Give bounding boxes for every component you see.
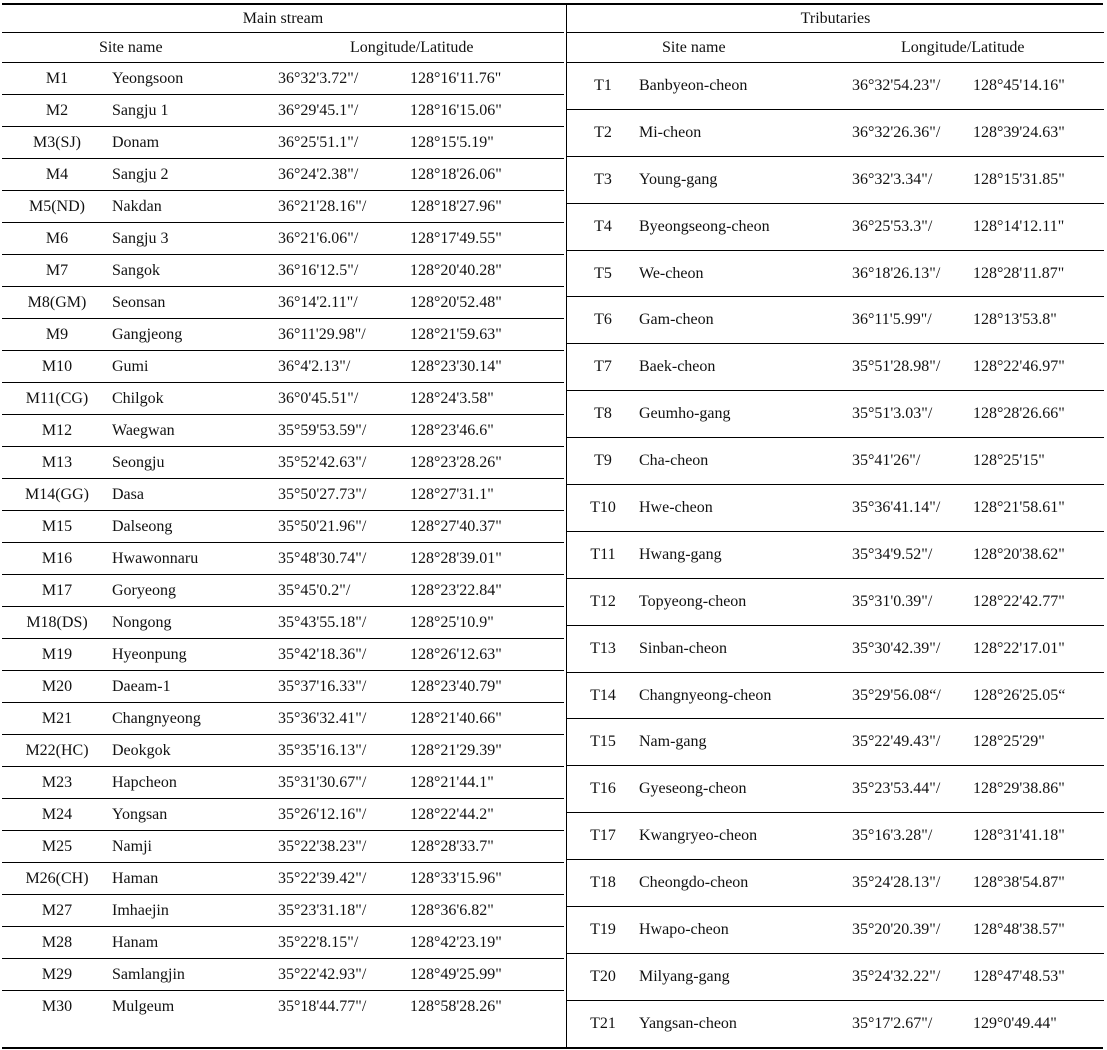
site-lat: 35°35'16.13"/	[278, 735, 410, 767]
site-lon: 128°25'10.9"	[410, 607, 564, 639]
table-row	[2, 383, 564, 415]
site-id: T6	[567, 297, 639, 344]
tributaries-table	[567, 63, 1104, 1047]
site-lat: 36°14'2.11"/	[278, 287, 410, 319]
site-name: Chilgok	[112, 383, 278, 415]
site-id: M14(GG)	[2, 479, 112, 511]
table-row	[2, 703, 564, 735]
site-name: Seongju	[112, 447, 278, 479]
site-name: Nam-gang	[639, 719, 852, 766]
table-row	[567, 766, 1104, 813]
table-row	[567, 860, 1104, 907]
table-row	[2, 735, 564, 767]
site-name: Sangju 1	[112, 95, 278, 127]
table-row	[567, 109, 1104, 156]
site-id: M5(ND)	[2, 191, 112, 223]
site-lat: 35°31'0.39"/	[852, 578, 973, 625]
tributaries-section	[566, 5, 1104, 1047]
table-row	[2, 863, 564, 895]
site-lat: 36°11'29.98"/	[278, 319, 410, 351]
site-lat: 35°59'53.59"/	[278, 415, 410, 447]
site-id: M20	[2, 671, 112, 703]
site-name: Sinban-cheon	[639, 625, 852, 672]
site-name: Sangju 3	[112, 223, 278, 255]
table-row	[2, 319, 564, 351]
site-id: T21	[590, 1014, 616, 1032]
site-lon: 128°27'40.37"	[410, 511, 564, 543]
table-row	[2, 415, 564, 447]
site-lon: 128°28'39.01"	[410, 543, 564, 575]
site-lat: 35°26'12.16"/	[278, 799, 410, 831]
site-lon: 128°20'38.62"	[973, 531, 1104, 578]
site-name: Mi-cheon	[639, 109, 852, 156]
site-lon: 128°26'25.05“	[973, 672, 1104, 719]
site-lat: 36°32'3.72"/	[278, 63, 410, 95]
table-row	[567, 813, 1104, 860]
site-lon: 128°58'28.26"	[410, 997, 502, 1015]
table-row	[567, 907, 1104, 954]
table-row	[2, 191, 564, 223]
site-lat: 35°22'49.43"/	[852, 719, 973, 766]
site-lat: 36°18'26.13"/	[852, 250, 973, 297]
site-name: Seonsan	[112, 287, 278, 319]
site-name: Dasa	[112, 479, 278, 511]
site-lon: 128°29'38.86"	[973, 766, 1104, 813]
site-name: Hwawonnaru	[112, 543, 278, 575]
site-lat: 36°24'2.38"/	[278, 159, 410, 191]
table-row	[567, 672, 1104, 719]
site-lon: 128°21'58.61"	[973, 485, 1104, 532]
site-lat: 36°32'3.34"/	[852, 156, 973, 203]
site-id: M2	[2, 95, 112, 127]
site-id: M29	[2, 959, 112, 991]
table-row	[2, 927, 564, 959]
site-name: Nongong	[112, 607, 278, 639]
site-name: Sangok	[112, 255, 278, 287]
site-lon: 128°21'29.39"	[410, 735, 564, 767]
site-id: M8(GM)	[2, 287, 112, 319]
site-id: T7	[567, 344, 639, 391]
site-lat: 35°18'44.77"/	[278, 997, 367, 1015]
table-row	[567, 250, 1104, 297]
site-id: M24	[2, 799, 112, 831]
site-lat: 35°41'26"/	[852, 438, 973, 485]
table-row	[2, 351, 564, 383]
site-id: M25	[2, 831, 112, 863]
site-name: Young-gang	[639, 156, 852, 203]
table-row	[2, 959, 564, 991]
site-table	[2, 3, 1103, 1049]
site-lat: 35°52'42.63"/	[278, 447, 410, 479]
site-lon: 128°28'11.87"	[973, 250, 1104, 297]
site-id: M26(CH)	[2, 863, 112, 895]
site-name: Geumho-gang	[639, 391, 852, 438]
table-row	[2, 95, 564, 127]
table-row	[2, 895, 564, 927]
site-lon: 128°42'23.19"	[410, 927, 564, 959]
site-id: T16	[567, 766, 639, 813]
main-stream-header	[2, 32, 564, 63]
site-id: M1	[2, 63, 112, 95]
site-lat: 36°29'45.1"/	[278, 95, 410, 127]
table-row	[2, 511, 564, 543]
table-row	[2, 63, 564, 95]
site-name: Changnyeong	[112, 703, 278, 735]
site-lon: 128°15'31.85"	[973, 156, 1104, 203]
site-id: T14	[567, 672, 639, 719]
table-row	[2, 575, 564, 607]
site-name: Gam-cheon	[639, 297, 852, 344]
table-row	[567, 953, 1104, 1000]
site-id: T12	[567, 578, 639, 625]
site-id: M21	[2, 703, 112, 735]
table-row	[567, 1000, 1104, 1046]
site-id: M15	[2, 511, 112, 543]
trib-site-name-header: Site name	[662, 39, 726, 56]
site-id: M10	[2, 351, 112, 383]
site-name: Dalseong	[112, 511, 278, 543]
main-site-name-header: Site name	[99, 39, 163, 56]
table-row	[2, 767, 564, 799]
site-lon: 128°48'38.57"	[973, 907, 1104, 954]
site-id: M4	[2, 159, 112, 191]
table-row	[567, 719, 1104, 766]
site-id: M22(HC)	[2, 735, 112, 767]
site-lat: 35°37'16.33"/	[278, 671, 410, 703]
site-lon: 128°23'40.79"	[410, 671, 564, 703]
site-id: T4	[567, 203, 639, 250]
site-lon: 128°24'3.58"	[410, 383, 564, 415]
site-lat: 36°32'26.36"/	[852, 109, 973, 156]
site-id: M6	[2, 223, 112, 255]
site-id: M16	[2, 543, 112, 575]
table-row	[567, 203, 1104, 250]
table-row	[567, 391, 1104, 438]
site-lat: 36°11'5.99"/	[852, 297, 973, 344]
site-id: T9	[567, 438, 639, 485]
site-lat: 35°22'38.23"/	[278, 831, 410, 863]
site-lat: 35°22'42.93"/	[278, 959, 410, 991]
site-name: Samlangjin	[112, 959, 278, 991]
site-lat: 35°17'2.67"/	[852, 1014, 933, 1032]
site-lat: 36°32'54.23"/	[852, 63, 973, 109]
tributaries-title: Tributaries	[800, 10, 871, 27]
site-lon: 129°0'49.44"	[973, 1014, 1057, 1032]
site-name: Banbyeon-cheon	[639, 63, 852, 109]
site-lat: 35°34'9.52"/	[852, 531, 973, 578]
site-lat: 35°50'27.73"/	[278, 479, 410, 511]
site-id: T15	[567, 719, 639, 766]
table-row	[567, 625, 1104, 672]
site-id: T2	[567, 109, 639, 156]
table-row	[567, 531, 1104, 578]
site-lat: 36°21'6.06"/	[278, 223, 410, 255]
site-name: Kwangryeo-cheon	[639, 813, 852, 860]
site-lat: 35°30'42.39"/	[852, 625, 973, 672]
site-lon: 128°26'12.63"	[410, 639, 564, 671]
site-lon: 128°18'26.06"	[410, 159, 564, 191]
site-lat: 35°51'28.98"/	[852, 344, 973, 391]
site-lon: 128°25'15"	[973, 438, 1104, 485]
site-lon: 128°47'48.53"	[973, 953, 1104, 1000]
table-row	[567, 485, 1104, 532]
site-lon: 128°27'31.1"	[410, 479, 564, 511]
site-name: Haman	[112, 863, 278, 895]
site-lat: 35°50'21.96"/	[278, 511, 410, 543]
site-lon: 128°36'6.82"	[410, 895, 564, 927]
site-name: Gyeseong-cheon	[639, 766, 852, 813]
table-row	[2, 479, 564, 511]
site-lon: 128°16'11.76"	[410, 63, 564, 95]
site-lon: 128°23'30.14"	[410, 351, 564, 383]
site-lon: 128°22'46.97"	[973, 344, 1104, 391]
site-lon: 128°20'52.48"	[410, 287, 564, 319]
site-lon: 128°49'25.99"	[410, 959, 564, 991]
site-lon: 128°28'26.66"	[973, 391, 1104, 438]
table-row	[567, 578, 1104, 625]
site-lon: 128°21'44.1"	[410, 767, 564, 799]
site-name: Cha-cheon	[639, 438, 852, 485]
main-stream-table	[2, 63, 564, 1022]
site-lon: 128°23'22.84"	[410, 575, 564, 607]
site-lon: 128°14'12.11"	[973, 203, 1104, 250]
site-lon: 128°33'15.96"	[410, 863, 564, 895]
site-lat: 35°22'39.42"/	[278, 863, 410, 895]
site-name: Changnyeong-cheon	[639, 672, 852, 719]
site-id: M23	[2, 767, 112, 799]
table-row	[2, 799, 564, 831]
site-lat: 35°42'18.36"/	[278, 639, 410, 671]
site-name: Imhaejin	[112, 895, 278, 927]
site-id: M28	[2, 927, 112, 959]
table-row	[567, 438, 1104, 485]
table-row	[2, 831, 564, 863]
site-name: Waegwan	[112, 415, 278, 447]
site-id: T5	[567, 250, 639, 297]
site-name: Hwang-gang	[639, 531, 852, 578]
table-row	[567, 297, 1104, 344]
site-lon: 128°45'14.16"	[973, 63, 1104, 109]
site-name: Yongsan	[112, 799, 278, 831]
table-row	[567, 63, 1104, 109]
main-stream-section	[2, 5, 564, 1047]
site-name: Yangsan-cheon	[639, 1014, 737, 1032]
site-lon: 128°18'27.96"	[410, 191, 564, 223]
site-lon: 128°21'59.63"	[410, 319, 564, 351]
site-name: Donam	[112, 127, 278, 159]
site-id: M30	[41, 997, 73, 1015]
site-lat: 35°51'3.03"/	[852, 391, 973, 438]
site-id: T1	[567, 63, 639, 109]
site-lat: 35°31'30.67"/	[278, 767, 410, 799]
site-lon: 128°13'53.8"	[973, 297, 1104, 344]
site-lon: 128°16'15.06"	[410, 95, 564, 127]
table-row	[2, 447, 564, 479]
site-lon: 128°28'33.7"	[410, 831, 564, 863]
site-lon: 128°23'28.26"	[410, 447, 564, 479]
site-name: Cheongdo-cheon	[639, 860, 852, 907]
site-lat: 36°25'51.1"/	[278, 127, 410, 159]
site-name: Gumi	[112, 351, 278, 383]
site-lon: 128°22'42.77"	[973, 578, 1104, 625]
site-id: T20	[567, 953, 639, 1000]
site-name: Yeongsoon	[112, 63, 278, 95]
site-lat: 35°23'31.18"/	[278, 895, 410, 927]
site-name: Hapcheon	[112, 767, 278, 799]
site-id: T18	[567, 860, 639, 907]
table-row	[2, 255, 564, 287]
site-lon: 128°21'40.66"	[410, 703, 564, 735]
site-lat: 35°43'55.18"/	[278, 607, 410, 639]
site-lat: 35°23'53.44"/	[852, 766, 973, 813]
site-id: M18(DS)	[2, 607, 112, 639]
table-row	[2, 607, 564, 639]
site-name: Hanam	[112, 927, 278, 959]
table-row	[2, 287, 564, 319]
table-row	[567, 344, 1104, 391]
site-name: Gangjeong	[112, 319, 278, 351]
site-id: M17	[2, 575, 112, 607]
site-lat: 35°22'8.15"/	[278, 927, 410, 959]
site-lat: 35°29'56.08“/	[852, 672, 973, 719]
table-row	[2, 543, 564, 575]
site-id: M19	[2, 639, 112, 671]
site-lat: 35°48'30.74"/	[278, 543, 410, 575]
site-id: T19	[567, 907, 639, 954]
site-lat: 35°24'32.22"/	[852, 953, 973, 1000]
site-id: M27	[2, 895, 112, 927]
site-id: T11	[567, 531, 639, 578]
site-name: Hyeonpung	[112, 639, 278, 671]
site-lat: 36°21'28.16"/	[278, 191, 410, 223]
site-name: Baek-cheon	[639, 344, 852, 391]
site-id: T17	[567, 813, 639, 860]
site-lon: 128°23'46.6"	[410, 415, 564, 447]
trib-coord-header: Longitude/Latitude	[901, 39, 1025, 56]
site-name: Mulgeum	[112, 997, 175, 1015]
site-name: Deokgok	[112, 735, 278, 767]
site-id: M13	[2, 447, 112, 479]
site-name: Hwe-cheon	[639, 485, 852, 532]
main-coord-header: Longitude/Latitude	[350, 39, 474, 56]
site-lat: 35°36'32.41"/	[278, 703, 410, 735]
site-name: Nakdan	[112, 191, 278, 223]
site-lon: 128°17'49.55"	[410, 223, 564, 255]
site-name: Topyeong-cheon	[639, 578, 852, 625]
site-name: Daeam-1	[112, 671, 278, 703]
site-id: M7	[2, 255, 112, 287]
site-id: M12	[2, 415, 112, 447]
site-name: Sangju 2	[112, 159, 278, 191]
site-lat: 35°16'3.28"/	[852, 813, 973, 860]
site-lat: 36°16'12.5"/	[278, 255, 410, 287]
table-row	[2, 127, 564, 159]
site-lon: 128°25'29"	[973, 719, 1104, 766]
site-lat: 36°4'2.13"/	[278, 351, 410, 383]
site-id: T10	[567, 485, 639, 532]
site-name: Namji	[112, 831, 278, 863]
table-row	[2, 223, 564, 255]
table-row	[2, 159, 564, 191]
site-lat: 35°36'41.14"/	[852, 485, 973, 532]
site-id: T8	[567, 391, 639, 438]
main-stream-title: Main stream	[242, 10, 324, 27]
site-id: T13	[567, 625, 639, 672]
site-lat: 35°20'20.39"/	[852, 907, 973, 954]
site-name: We-cheon	[639, 250, 852, 297]
site-lon: 128°22'17.01"	[973, 625, 1104, 672]
tributaries-header	[567, 32, 1104, 63]
site-lat: 36°0'45.51"/	[278, 383, 410, 415]
table-row	[2, 991, 564, 1023]
site-id: T3	[567, 156, 639, 203]
site-lon: 128°15'5.19"	[410, 127, 564, 159]
site-name: Goryeong	[112, 575, 278, 607]
table-row	[2, 639, 564, 671]
site-lat: 36°25'53.3"/	[852, 203, 973, 250]
site-id: M3(SJ)	[2, 127, 112, 159]
site-lat: 35°45'0.2"/	[278, 575, 410, 607]
site-id: M9	[2, 319, 112, 351]
site-name: Hwapo-cheon	[639, 907, 852, 954]
site-name: Byeongseong-cheon	[639, 203, 852, 250]
site-lon: 128°38'54.87"	[973, 860, 1104, 907]
site-lon: 128°20'40.28"	[410, 255, 564, 287]
site-lon: 128°22'44.2"	[410, 799, 564, 831]
table-row	[567, 156, 1104, 203]
table-row	[2, 671, 564, 703]
site-name: Milyang-gang	[639, 953, 852, 1000]
site-lon: 128°39'24.63"	[973, 109, 1104, 156]
site-id: M11(CG)	[2, 383, 112, 415]
site-lon: 128°31'41.18"	[973, 813, 1104, 860]
site-lat: 35°24'28.13"/	[852, 860, 973, 907]
